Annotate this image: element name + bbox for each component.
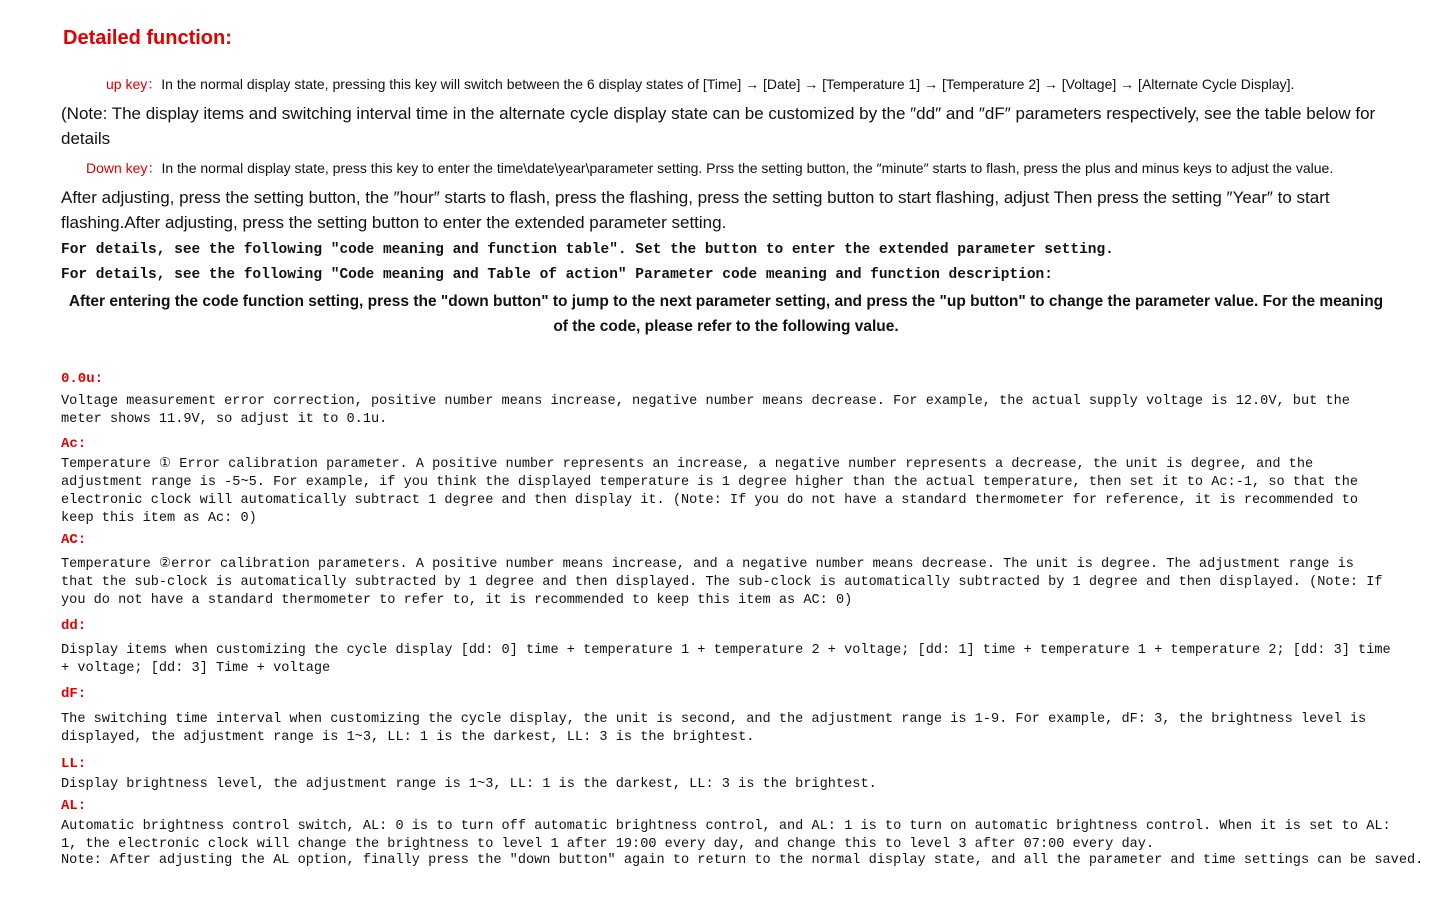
param-code-temp2: AC: bbox=[61, 532, 87, 548]
details-line-1: For details, see the following ″code meaning and function table″. Set the button to enter the extended parameter setting. bbox=[61, 242, 1114, 258]
entering-instructions: After entering the code function setting, press the "down button" to jump to the next parameter setting, and press the "up button" to change the parameter value. For the meaning of the code, please refer to the following value. bbox=[68, 293, 1384, 335]
page-title: Detailed function: bbox=[63, 27, 232, 49]
param-desc-voltage: Voltage measurement error correction, positive number means increase, negative number means decrease. For example, the actual supply voltage is 12.0V, but the meter shows 11.9V, so adjust it to 0.1u. bbox=[61, 394, 1350, 427]
up-key-text: In the normal display state, pressing this key will switch between the 6 display states of [Time] → [Date] → [Temperature 1] → [Temperature 2] → [Voltage] → [Alternate Cycle Display]. bbox=[161, 76, 1295, 92]
param-desc-df: The switching time interval when customizing the cycle display, the unit is second, and the adjustment range is 1-9. For example, dF: 3, the brightness level is displayed, the adjustment range is 1~3, LL: 1 is the darkest, LL: 3 is the brightest. bbox=[61, 712, 1367, 745]
details-line-2: For details, see the following ″Code meaning and Table of action″ Parameter code meaning and function description: bbox=[61, 267, 1053, 283]
param-desc-temp2: Temperature ②error calibration parameters. A positive number means increase, and a negative number means decrease. The unit is degree. The adjustment range is that the sub-clock is automatically subtracted by 1 degree and then displayed. The sub-clock is automatically subtracted by 1 degree and then displayed. (Note: If you do not have a standard thermometer to refer to, it is recommended to keep this item as AC: 0) bbox=[61, 557, 1383, 608]
param-code-temp1: Ac: bbox=[61, 436, 87, 452]
param-desc-al: Automatic brightness control switch, AL: 0 is to turn off automatic brightness control, and AL: 1 is to turn on automatic brightness control. When it is set to AL: 1, the electronic clock will change the brightness to level 1 after 19:00 every day, and change this to level 3 after 07:00 every day. bbox=[61, 819, 1391, 851]
down-key-line bbox=[86, 158, 1333, 178]
down-key-text: In the normal display state, press this key to enter the time\date\year\parameter setting. Prss the setting button, the ″minute″ starts to flash, press the plus and minus keys to adjust the value. bbox=[161, 160, 1334, 176]
param-code-voltage: 0.0u: bbox=[61, 371, 104, 387]
param-desc-dd: Display items when customizing the cycle display [dd: 0] time + temperature 1 + temperature 2 + voltage; [dd: 1] time + temperature 1 + temperature 2; [dd: 3] time + voltage; [dd: 3] Time + voltage bbox=[61, 643, 1391, 676]
param-desc-temp1: Temperature ① Error calibration parameter. A positive number represents an increase, a negative number represents a decrease, the unit is degree, and the adjustment range is -5~5. For example, if you think the displayed temperature is 1 degree higher than the actual temperature, then set it to Ac:-1, so that the electronic clock will automatically subtract 1 degree and then display it. (Note: If you do not have a standard thermometer for reference, it is recommended to keep this item as Ac: 0) bbox=[61, 457, 1359, 526]
param-code-al: AL: bbox=[61, 798, 87, 814]
param-code-df: dF: bbox=[61, 686, 87, 702]
param-desc-ll: Display brightness level, the adjustment range is 1~3, LL: 1 is the darkest, LL: 3 is the brightest. bbox=[61, 777, 877, 792]
after-adjusting-paragraph: After adjusting, press the setting button, the ″hour″ starts to flash, press the flashing, press the setting button to start flashing, adjust Then press the setting ″Year″ to start flashing.After adjusting, press the setting button to enter the extended parameter setting. bbox=[61, 188, 1330, 232]
param-code-ll: LL: bbox=[61, 756, 87, 772]
note-display-items: (Note: The display items and switching interval time in the alternate cycle display state can be customized by the ″dd″ and ″dF″ parameters respectively, see the table below for details bbox=[61, 104, 1376, 148]
up-key-line bbox=[106, 74, 1294, 94]
down-key-label: Down key： bbox=[86, 160, 162, 176]
up-key-label: up key： bbox=[106, 76, 162, 92]
final-note: Note: After adjusting the AL option, finally press the ″down button″ again to return to the normal display state, and all the parameter and time settings can be saved. bbox=[61, 853, 1424, 868]
param-code-dd: dd: bbox=[61, 618, 87, 634]
